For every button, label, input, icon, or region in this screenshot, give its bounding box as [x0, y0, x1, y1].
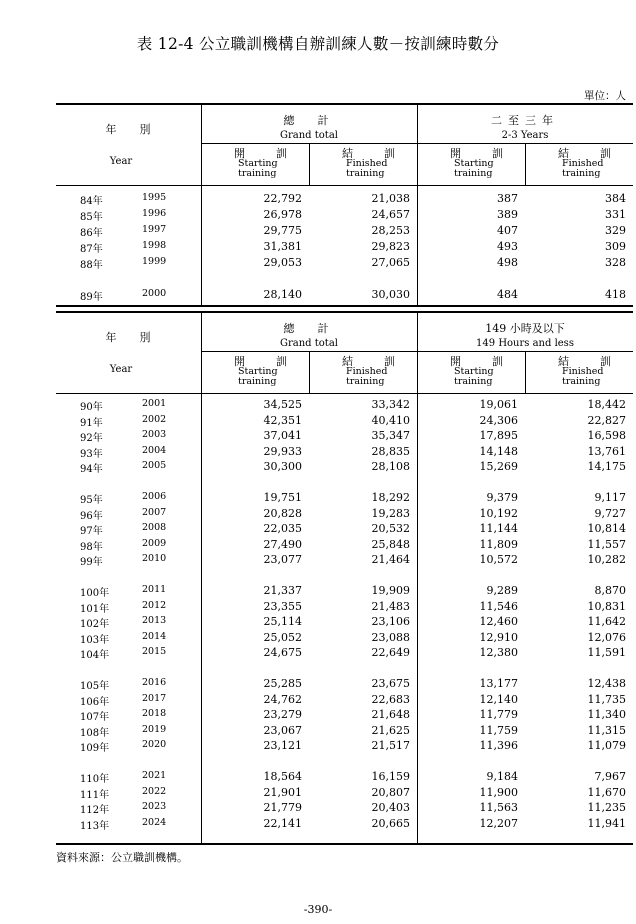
group-starting-cell: 493: [497, 240, 518, 253]
table-row: [56, 770, 633, 786]
grand-finished-cell: 23,106: [371, 615, 410, 628]
grand-finished-cell: 18,292: [371, 491, 410, 504]
grand-finished-cell: 22,683: [371, 692, 410, 706]
grand-starting-cell: 42,351: [263, 413, 302, 427]
group-starting-cell: 9,184: [486, 770, 518, 783]
grand-finished-cell: 27,065: [371, 256, 410, 269]
group-finished-cell: 11,235: [587, 801, 626, 814]
year-roc-cell: 90年: [80, 402, 103, 413]
grand-finished-cell: 21,517: [371, 739, 410, 752]
year-roc-cell: 108年: [80, 727, 110, 739]
grand-starting-cell: 25,285: [263, 677, 302, 690]
group-header-zh: 二至三年: [491, 114, 559, 127]
grand-finished-cell: 28,835: [371, 444, 410, 458]
finished-header: 結 訓 Finished training: [558, 147, 621, 179]
group-finished-cell: 11,315: [587, 723, 626, 737]
year-roc-cell: 87年: [80, 244, 103, 255]
grand-finished-cell: 19,909: [371, 584, 410, 597]
table-header: [56, 105, 633, 186]
grand-starting-cell: 21,901: [263, 785, 302, 799]
grand-total-header-zh: 總 計: [283, 322, 335, 335]
grand-starting-cell: 22,035: [263, 522, 302, 535]
year-header-en: Year: [109, 364, 133, 375]
table-row: [56, 615, 633, 631]
grand-starting-cell: 28,140: [263, 288, 302, 301]
grand-starting-cell: 24,762: [263, 692, 302, 706]
group-starting-cell: 484: [497, 288, 518, 301]
year-ad-cell: 1997: [142, 224, 167, 235]
grand-finished-cell: 30,030: [371, 288, 410, 301]
year-ad-cell: 2011: [142, 584, 167, 595]
group-finished-cell: 11,670: [587, 785, 626, 799]
group-finished-cell: 11,557: [587, 537, 626, 551]
group-finished-cell: 329: [605, 224, 626, 237]
year-ad-cell: 1996: [142, 208, 167, 219]
table-row: [56, 491, 633, 507]
year-roc-cell: 106年: [80, 696, 110, 708]
group-finished-cell: 12,438: [587, 677, 626, 690]
table-row: [56, 414, 633, 430]
table-header: [56, 313, 633, 394]
group-finished-cell: 13,761: [587, 444, 626, 458]
grand-starting-cell: 30,300: [263, 460, 302, 473]
grand-starting-cell: 34,525: [263, 398, 302, 411]
group-finished-cell: 11,340: [587, 708, 626, 721]
year-roc-cell: 97年: [80, 526, 103, 537]
group-finished-cell: 16,598: [587, 429, 626, 442]
group-starting-cell: 17,895: [479, 429, 518, 442]
year-roc-cell: 96年: [80, 510, 103, 522]
table-row: [56, 708, 633, 724]
group-finished-cell: 309: [605, 240, 626, 253]
finished-header: 結 訓 Finished training: [558, 355, 621, 387]
table-row: [56, 240, 633, 256]
group-starting-cell: 389: [497, 208, 518, 221]
group-starting-cell: 11,900: [479, 785, 518, 799]
grand-starting-cell: 25,114: [263, 615, 302, 628]
year-roc-cell: 110年: [80, 774, 110, 785]
year-ad-cell: 2009: [142, 537, 167, 549]
group-starting-cell: 10,192: [479, 506, 518, 520]
year-roc-cell: 93年: [80, 448, 103, 460]
group-finished-cell: 7,967: [594, 770, 626, 783]
year-ad-cell: 2018: [142, 708, 167, 719]
group-starting-cell: 12,207: [479, 816, 518, 830]
year-ad-cell: 2024: [142, 816, 167, 828]
grand-finished-cell: 21,483: [371, 599, 410, 613]
table-row: [56, 553, 633, 569]
table-row: [56, 677, 633, 693]
grand-total-header-en: Grand total: [280, 130, 338, 141]
year-ad-cell: 2022: [142, 785, 167, 797]
year-ad-cell: 1998: [142, 240, 167, 251]
table-section-2: [56, 311, 633, 845]
table-row: [56, 288, 633, 304]
year-roc-cell: 113年: [80, 820, 110, 832]
source-note: 資料來源：公立職訓機構。: [56, 851, 188, 864]
table-row: [56, 429, 633, 445]
table-row: [56, 224, 633, 240]
group-finished-cell: 22,827: [587, 413, 626, 427]
year-roc-cell: 86年: [80, 228, 103, 239]
group-finished-cell: 328: [605, 256, 626, 269]
grand-starting-cell: 23,355: [263, 599, 302, 613]
group-starting-cell: 24,306: [479, 413, 518, 427]
grand-finished-cell: 20,403: [371, 801, 410, 814]
year-ad-cell: 2013: [142, 615, 167, 626]
year-roc-cell: 99年: [80, 557, 103, 568]
group-starting-cell: 9,379: [486, 491, 518, 504]
table-section-1: [56, 103, 633, 307]
grand-finished-cell: 28,108: [371, 460, 410, 473]
page-title: 表 12-4 公立職訓機構自辦訓練人數－按訓練時數分: [136, 35, 500, 53]
grand-total-header-en: Grand total: [280, 338, 338, 349]
grand-starting-cell: 29,775: [263, 224, 302, 237]
year-roc-cell: 105年: [80, 681, 110, 692]
grand-finished-cell: 21,038: [371, 192, 410, 205]
grand-finished-cell: 20,665: [371, 816, 410, 830]
year-roc-cell: 95年: [80, 495, 103, 506]
table-row: [56, 817, 633, 833]
table-row: [56, 693, 633, 709]
year-ad-cell: 2010: [142, 553, 167, 564]
year-roc-cell: 100年: [80, 588, 110, 599]
starting-header: 開 訓 Starting training: [450, 147, 513, 179]
year-roc-cell: 112年: [80, 805, 110, 816]
year-roc-cell: 88年: [80, 260, 103, 271]
group-starting-cell: 9,289: [486, 584, 518, 597]
year-ad-cell: 2002: [142, 413, 167, 425]
group-starting-cell: 13,177: [479, 677, 518, 690]
grand-finished-cell: 16,159: [371, 770, 410, 783]
table-row: [56, 522, 633, 538]
group-finished-cell: 11,941: [587, 816, 626, 830]
starting-header: 開 訓 Starting training: [234, 355, 297, 387]
group-finished-cell: 8,870: [594, 584, 626, 597]
grand-starting-cell: 19,751: [263, 491, 302, 504]
table-row: [56, 631, 633, 647]
group-starting-cell: 11,396: [479, 739, 518, 752]
grand-starting-cell: 22,141: [263, 816, 302, 830]
year-roc-cell: 91年: [80, 417, 103, 429]
table-row: [56, 724, 633, 740]
grand-total-header-zh: 總 計: [283, 114, 335, 127]
grand-starting-cell: 31,381: [263, 240, 302, 253]
grand-finished-cell: 21,648: [371, 708, 410, 721]
table-row: [56, 192, 633, 208]
year-ad-cell: 2012: [142, 599, 167, 611]
group-finished-cell: 9,117: [594, 491, 626, 504]
group-starting-cell: 498: [497, 256, 518, 269]
group-header-en: 149 Hours and less: [476, 338, 574, 349]
group-starting-cell: 11,563: [479, 801, 518, 814]
grand-finished-cell: 21,625: [371, 723, 410, 737]
group-finished-cell: 10,814: [587, 522, 626, 535]
year-ad-cell: 2021: [142, 770, 167, 781]
grand-starting-cell: 26,978: [263, 208, 302, 221]
year-ad-cell: 1995: [142, 192, 167, 203]
year-ad-cell: 2019: [142, 723, 167, 735]
grand-starting-cell: 23,067: [263, 723, 302, 737]
group-starting-cell: 11,546: [479, 599, 518, 613]
grand-finished-cell: 33,342: [371, 398, 410, 411]
grand-starting-cell: 23,077: [263, 553, 302, 566]
group-starting-cell: 10,572: [479, 553, 518, 566]
grand-starting-cell: 23,279: [263, 708, 302, 721]
group-starting-cell: 15,269: [479, 460, 518, 473]
table-row: [56, 256, 633, 272]
grand-finished-cell: 23,675: [371, 677, 410, 690]
starting-header: 開 訓 Starting training: [234, 147, 297, 179]
year-header-en: Year: [109, 156, 133, 167]
unit-label: 單位：人: [584, 90, 626, 102]
group-finished-cell: 11,735: [587, 692, 626, 706]
group-starting-cell: 11,144: [479, 522, 518, 535]
table-row: [56, 398, 633, 414]
year-roc-cell: 94年: [80, 464, 103, 475]
grand-starting-cell: 20,828: [263, 506, 302, 520]
year-ad-cell: 2023: [142, 801, 167, 812]
table-row: [56, 538, 633, 554]
group-starting-cell: 407: [497, 224, 518, 237]
year-roc-cell: 85年: [80, 212, 103, 223]
grand-finished-cell: 35,347: [371, 429, 410, 442]
year-roc-cell: 102年: [80, 619, 110, 630]
group-finished-cell: 11,079: [587, 739, 626, 752]
group-finished-cell: 12,076: [587, 630, 626, 644]
year-ad-cell: 2006: [142, 491, 167, 502]
year-roc-cell: 104年: [80, 650, 110, 661]
year-roc-cell: 109年: [80, 743, 110, 754]
table-row: [56, 460, 633, 476]
group-starting-cell: 11,809: [479, 537, 518, 551]
group-finished-cell: 10,282: [587, 553, 626, 566]
grand-finished-cell: 21,464: [371, 553, 410, 566]
grand-starting-cell: 21,779: [263, 801, 302, 814]
year-ad-cell: 2001: [142, 398, 167, 409]
year-roc-cell: 107年: [80, 712, 110, 723]
grand-starting-cell: 21,337: [263, 584, 302, 597]
group-starting-cell: 12,140: [479, 692, 518, 706]
table-row: [56, 445, 633, 461]
year-ad-cell: 2003: [142, 429, 167, 440]
year-roc-cell: 98年: [80, 541, 103, 553]
group-starting-cell: 11,759: [479, 723, 518, 737]
year-ad-cell: 2017: [142, 692, 167, 704]
group-finished-cell: 11,642: [587, 615, 626, 628]
grand-starting-cell: 25,052: [263, 630, 302, 644]
grand-finished-cell: 20,532: [371, 522, 410, 535]
year-header-zh: 年 別: [105, 123, 157, 136]
table-row: [56, 801, 633, 817]
table-row: [56, 646, 633, 662]
year-ad-cell: 2000: [142, 288, 167, 299]
group-header-zh: 149 小時及以下: [485, 322, 565, 335]
year-roc-cell: 111年: [80, 789, 110, 801]
group-finished-cell: 14,175: [587, 460, 626, 473]
year-roc-cell: 89年: [80, 292, 103, 303]
year-roc-cell: 103年: [80, 634, 110, 646]
group-finished-cell: 10,831: [587, 599, 626, 613]
grand-starting-cell: 27,490: [263, 537, 302, 551]
group-finished-cell: 11,591: [587, 646, 626, 659]
year-ad-cell: 1999: [142, 256, 167, 267]
grand-finished-cell: 29,823: [371, 240, 410, 253]
group-finished-cell: 331: [605, 208, 626, 221]
year-ad-cell: 2005: [142, 460, 167, 471]
year-ad-cell: 2007: [142, 506, 167, 518]
grand-finished-cell: 20,807: [371, 785, 410, 799]
grand-finished-cell: 40,410: [371, 413, 410, 427]
table-row: [56, 739, 633, 755]
table-row: [56, 600, 633, 616]
group-starting-cell: 11,779: [479, 708, 518, 721]
group-starting-cell: 14,148: [479, 444, 518, 458]
grand-finished-cell: 19,283: [371, 506, 410, 520]
table-row: [56, 584, 633, 600]
group-starting-cell: 12,460: [479, 615, 518, 628]
year-roc-cell: 92年: [80, 433, 103, 444]
year-ad-cell: 2014: [142, 630, 167, 642]
grand-finished-cell: 22,649: [371, 646, 410, 659]
group-starting-cell: 387: [497, 192, 518, 205]
year-ad-cell: 2015: [142, 646, 167, 657]
table-row: [56, 208, 633, 224]
grand-starting-cell: 37,041: [263, 429, 302, 442]
grand-starting-cell: 22,792: [263, 192, 302, 205]
group-finished-cell: 18,442: [587, 398, 626, 411]
grand-starting-cell: 29,933: [263, 444, 302, 458]
table-row: [56, 507, 633, 523]
group-finished-cell: 9,727: [594, 506, 626, 520]
starting-header: 開 訓 Starting training: [450, 355, 513, 387]
grand-finished-cell: 24,657: [371, 208, 410, 221]
year-roc-cell: 84年: [80, 196, 103, 207]
grand-finished-cell: 23,088: [371, 630, 410, 644]
grand-finished-cell: 28,253: [371, 224, 410, 237]
year-header-zh: 年 別: [105, 331, 157, 344]
group-finished-cell: 418: [605, 288, 626, 301]
page-number: -390-: [303, 903, 333, 916]
year-ad-cell: 2020: [142, 739, 167, 750]
finished-header: 結 訓 Finished training: [342, 355, 405, 387]
year-ad-cell: 2004: [142, 444, 167, 456]
year-ad-cell: 2008: [142, 522, 167, 533]
grand-starting-cell: 23,121: [263, 739, 302, 752]
group-header-en: 2-3 Years: [501, 130, 549, 141]
grand-finished-cell: 25,848: [371, 537, 410, 551]
group-starting-cell: 12,380: [479, 646, 518, 659]
year-ad-cell: 2016: [142, 677, 167, 688]
group-finished-cell: 384: [605, 192, 626, 205]
grand-starting-cell: 29,053: [263, 256, 302, 269]
finished-header: 結 訓 Finished training: [342, 147, 405, 179]
group-starting-cell: 12,910: [479, 630, 518, 644]
year-roc-cell: 101年: [80, 603, 110, 615]
group-starting-cell: 19,061: [479, 398, 518, 411]
grand-starting-cell: 24,675: [263, 646, 302, 659]
table-row: [56, 786, 633, 802]
grand-starting-cell: 18,564: [263, 770, 302, 783]
